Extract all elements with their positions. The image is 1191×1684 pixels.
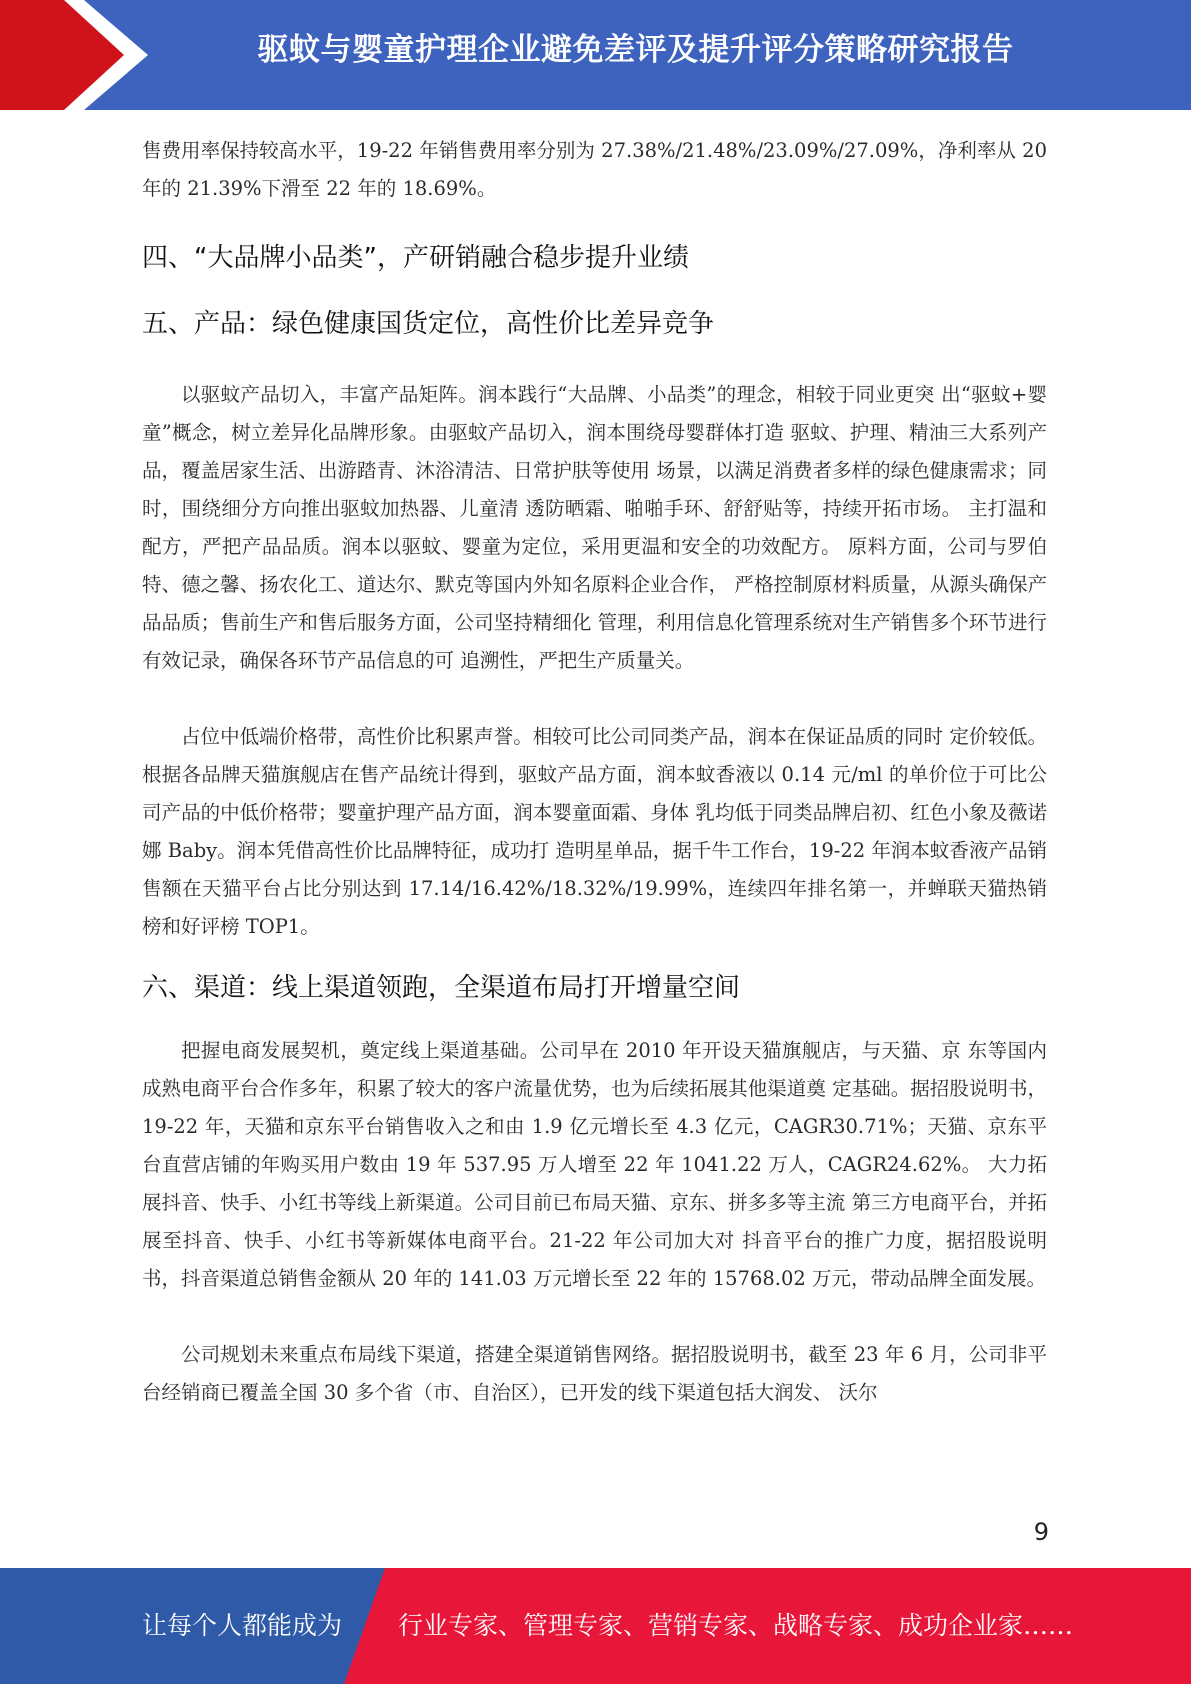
section-heading-6: 六、渠道：线上渠道领跑，全渠道布局打开增量空间 [142,973,741,1003]
page-footer [0,1568,1191,1684]
report-title: 驱蚊与婴童护理企业避免差评及提升评分策略研究报告 [257,32,1014,68]
footer-slogan-left: 让每个人都能成为 [142,1611,343,1640]
products-paragraph-2: 占位中低端价格带，高性价比积累声誉。相较可比公司同类产品，润本在保证品质的同时 定价较低。根据各品牌天猫旗舰店在售产品统计得到，驱蚊产品方面，润本蚊香液以 0.14 元/ml 的单价位于可比公司产品的中低价格带；婴童护理产品方面，润本婴童面霜、身体 乳均低于同类品牌启初、红色小象及薇诺娜 Baby。润本凭借高性价比品牌特征，成功打 造明星单品，据千牛工作台，19-22 年润本蚊香液产品销售额在天猫平台占比分别达到 17.14/16.42%/18.32%/19.99%，连续四年排名第一，并蝉联天猫热销榜和好评榜 TOP1。 [142,725,1047,938]
channels-paragraph-1: 把握电商发展契机，奠定线上渠道基础。公司早在 2010 年开设天猫旗舰店，与天猫、京 东等国内成熟电商平台合作多年，积累了较大的客户流量优势，也为后续拓展其他渠道奠 定基础。据招股说明书，19-22 年，天猫和京东平台销售收入之和由 1.9 亿元增长至 4.3 亿元，CAGR30.71%；天猫、京东平台直营店铺的年购买用户数由 19 年 537.95 万人增至 22 年 1041.22 万人，CAGR24.62%。 大力拓展抖音、快手、小红书等线上新渠道。公司目前已布局天猫、京东、拼多多等主流 第三方电商平台，并拓展至抖音、快手、小红书等新媒体电商平台。21-22 年公司加大对 抖音平台的推广力度，据招股说明书，抖音渠道总销售金额从 20 年的 141.03 万元增长至 22 年的 15768.02 万元，带动品牌全面发展。 [142,1039,1047,1290]
page-content [142,132,1047,1412]
section-heading-5: 五、产品：绿色健康国货定位，高性价比差异竞争 [142,309,715,339]
continued-paragraph: 售费用率保持较高水平，19-22 年销售费用率分别为 27.38%/21.48%/23.09%/27.09%，净利率从 20 年的 21.39%下滑至 22 年的 18.69%。 [142,139,1047,200]
section-heading-4: 四、“大品牌小品类”，产研销融合稳步提升业绩 [142,243,689,273]
page-header [0,0,1191,110]
products-paragraph-1: 以驱蚊产品切入，丰富产品矩阵。润本践行“大品牌、小品类”的理念，相较于同业更突 出“驱蚊+婴童”概念，树立差异化品牌形象。由驱蚊产品切入，润本围绕母婴群体打造 驱蚊、护理、精油三大系列产品，覆盖居家生活、出游踏青、沐浴清洁、日常护肤等使用 场景，以满足消费者多样的绿色健康需求；同时，围绕细分方向推出驱蚊加热器、儿童清 透防晒霜、啪啪手环、舒舒贴等，持续开拓市场。 主打温和配方，严把产品品质。润本以驱蚊、婴童为定位，采用更温和安全的功效配方。 原料方面，公司与罗伯特、德之馨、扬农化工、道达尔、默克等国内外知名原料企业合作， 严格控制原材料质量，从源头确保产品品质；售前生产和售后服务方面，公司坚持精细化 管理，利用信息化管理系统对生产销售多个环节进行有效记录，确保各环节产品信息的可 追溯性，严把生产质量关。 [142,383,1047,672]
channels-paragraph-2: 公司规划未来重点布局线下渠道，搭建全渠道销售网络。据招股说明书，截至 23 年 6 月，公司非平台经销商已覆盖全国 30 多个省（市、自治区），已开发的线下渠道包括大润发、 沃尔 [142,1343,1047,1404]
page-number: 9 [1033,1518,1049,1546]
footer-slogan-right: 行业专家、管理专家、营销专家、战略专家、成功企业家…… [398,1611,1074,1640]
